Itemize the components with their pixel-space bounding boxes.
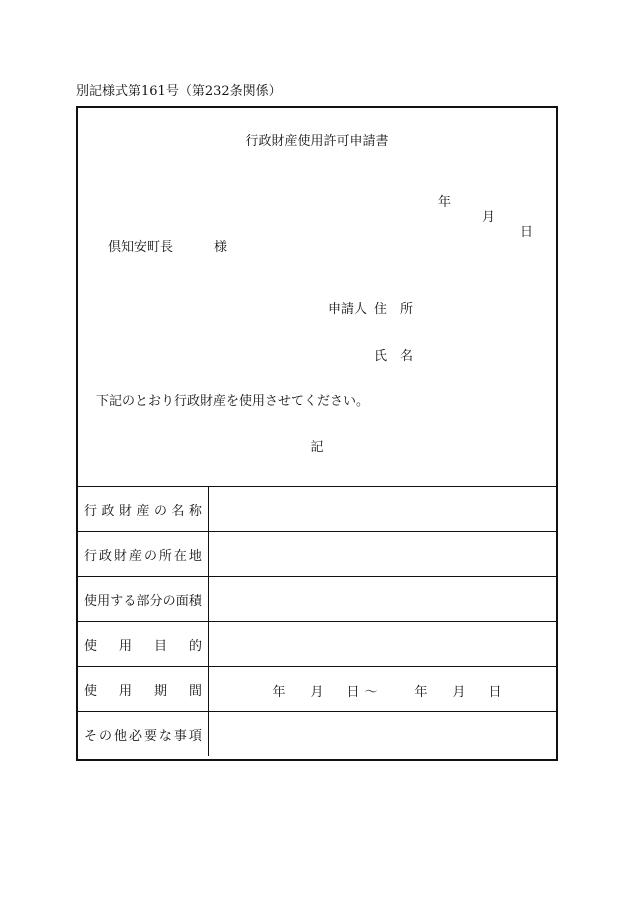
item-label-text — [84, 680, 202, 699]
label-char: 使 — [84, 593, 98, 609]
ki-heading: 記 — [310, 440, 324, 455]
label-char: 項 — [188, 728, 202, 744]
label-char: 政 — [98, 548, 112, 564]
label-char: 必 — [128, 728, 142, 744]
label-char: 財 — [118, 503, 132, 519]
label-char: る — [123, 593, 137, 609]
item-label-property-location — [78, 532, 208, 577]
form-number: 別記様式第161号（第232条関係） — [76, 84, 282, 99]
date-line — [438, 176, 534, 251]
label-char: 政 — [101, 503, 115, 519]
applicant-label: 申請人 — [328, 302, 368, 317]
label-char: す — [110, 593, 124, 609]
label-char: 期 — [153, 683, 167, 699]
label-char: 産 — [136, 503, 150, 519]
item-label-usage-period — [78, 667, 208, 712]
usage-period-fields — [209, 667, 557, 711]
item-value-property-name[interactable] — [208, 487, 556, 532]
form-header-section — [78, 108, 556, 486]
label-char: の — [143, 548, 157, 564]
label-char: 分 — [149, 593, 163, 609]
label-char: 要 — [143, 728, 157, 744]
label-char: 間 — [188, 683, 202, 699]
item-label-text — [84, 725, 202, 744]
item-row-property-name — [78, 487, 556, 532]
item-row-usage-purpose — [78, 622, 556, 667]
items-table — [78, 486, 556, 756]
item-row-property-location — [78, 532, 556, 577]
item-label-property-name — [78, 487, 208, 532]
period-end-day: 日 — [488, 685, 502, 700]
item-value-other-matters[interactable] — [208, 712, 556, 757]
item-row-other-matters — [78, 712, 556, 757]
label-char: 行 — [84, 503, 98, 519]
honorific: 様 — [214, 240, 228, 255]
label-char: 在 — [173, 548, 187, 564]
label-char: 用 — [118, 638, 132, 654]
label-char: 財 — [113, 548, 127, 564]
label-char: 事 — [173, 728, 187, 744]
period-end-month: 月 — [452, 685, 466, 700]
document-title: 行政財産使用許可申請書 — [245, 134, 389, 149]
period-end-year: 年 — [414, 685, 428, 700]
label-char: 使 — [84, 683, 98, 699]
item-label-text — [84, 590, 202, 609]
item-row-usage-area — [78, 577, 556, 622]
label-char: 面 — [175, 593, 189, 609]
item-label-text — [84, 500, 202, 519]
item-value-usage-period[interactable] — [208, 667, 556, 712]
label-char: な — [158, 728, 172, 744]
item-label-usage-purpose — [78, 622, 208, 667]
label-char: 他 — [113, 728, 127, 744]
label-char: 用 — [118, 683, 132, 699]
item-label-text — [84, 635, 202, 654]
request-text: 下記のとおり行政財産を使用させてください。 — [96, 394, 370, 409]
application-form — [76, 106, 558, 761]
period-start-day: 日 — [346, 685, 360, 700]
period-tilde: ～ — [364, 685, 378, 700]
period-start-year: 年 — [272, 685, 286, 700]
label-char: 使 — [84, 638, 98, 654]
label-char: 部 — [136, 593, 150, 609]
label-char: 行 — [84, 548, 98, 564]
address-label: 住 所 — [374, 302, 414, 317]
label-char: 名 — [171, 503, 185, 519]
item-value-usage-purpose[interactable] — [208, 622, 556, 667]
label-char: 用 — [97, 593, 111, 609]
item-value-property-location[interactable] — [208, 532, 556, 577]
label-char: 目 — [153, 638, 167, 654]
label-char: 的 — [188, 638, 202, 654]
item-label-usage-area — [78, 577, 208, 622]
period-start-month: 月 — [310, 685, 324, 700]
label-char: 産 — [128, 548, 142, 564]
date-month: 月 — [482, 210, 496, 225]
label-char: の — [162, 593, 176, 609]
label-char: 積 — [188, 593, 202, 609]
item-row-usage-period — [78, 667, 556, 712]
label-char: 称 — [188, 503, 202, 519]
label-char: の — [98, 728, 112, 744]
item-value-usage-area[interactable] — [208, 577, 556, 622]
label-char: 所 — [158, 548, 172, 564]
item-label-text — [84, 545, 202, 564]
name-label: 氏 名 — [374, 349, 414, 364]
label-char: 地 — [188, 548, 202, 564]
date-day: 日 — [520, 225, 534, 240]
item-label-other-matters — [78, 712, 208, 757]
date-year: 年 — [438, 195, 452, 210]
label-char: そ — [84, 728, 98, 744]
label-char: の — [153, 503, 167, 519]
addressee: 倶知安町長 — [108, 240, 174, 255]
